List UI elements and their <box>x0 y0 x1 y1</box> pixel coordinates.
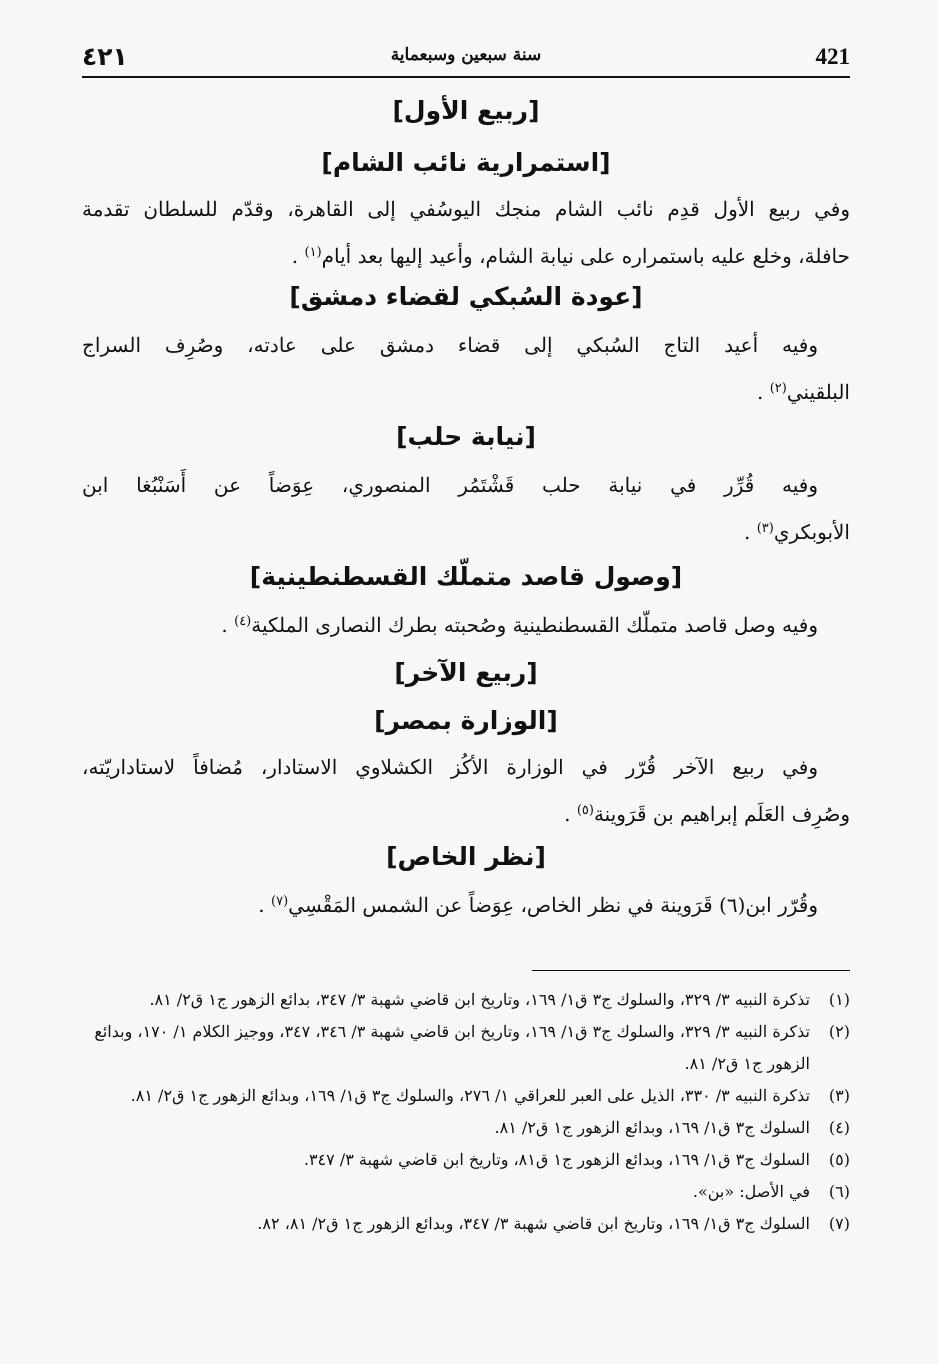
paragraph-aleppo <box>82 462 850 556</box>
paragraph-sham-deputy <box>82 186 850 280</box>
footnote-2 <box>82 1016 850 1080</box>
heading-rabi-al-awwal: [ربيع الأول] <box>392 96 540 125</box>
paragraph-line: وفي ربيع الآخر قُرّر في الوزارة الأكُز الكشلاوي الاستادار، مُضافاً لاستاداريّته، <box>82 755 818 779</box>
paragraph-line: وفي ربيع الأول قدِم نائب الشام منجك اليوسُفي إلى القاهرة، وقدّم للسلطان تقدمة <box>82 197 850 221</box>
footnote-text: تذكرة النبيه ٣/ ٣٢٩، والسلوك ج٣ ق١/ ١٦٩، وتاريخ ابن قاضي شهبة ٣/ ٣٤٧، بدائع الزهور ج١ ق٢/ ٨١. <box>149 990 810 1009</box>
paragraph-line: وفيه أعيد التاج السُبكي إلى قضاء دمشق على عادته، وصُرِف السراج <box>82 333 818 357</box>
footnote-ref[interactable]: (٣) <box>756 521 774 536</box>
footnote-text: السلوك ج٣ ق١/ ١٦٩، وتاريخ ابن قاضي شهبة ٣/ ٣٤٧، وبدائع الزهور ج١ ق٢/ ٨١، ٨٢. <box>257 1214 810 1233</box>
footnote-number: (٤) <box>828 1118 850 1137</box>
footnote-number: (٥) <box>828 1150 850 1169</box>
paragraph-line: حافلة، وخلع عليه باستمراره على نيابة الشام، وأعيد إليها بعد أيام$^{(١)}$ . <box>291 244 850 268</box>
heading-subki-damascus: [عودة السُبكي لقضاء دمشق] <box>289 282 643 311</box>
paragraph-vizierate <box>82 744 850 838</box>
heading-private-affairs: [نظر الخاص] <box>386 842 546 871</box>
paragraph-line: وفيه وصل قاصد متملّك القسطنطينية وصُحبته بطرك النصارى الملكية$^{(٤)}$ . <box>221 613 818 637</box>
header-rule <box>82 76 850 78</box>
footnote-number: (٣) <box>828 1086 850 1105</box>
footnote-ref[interactable]: (١) <box>304 245 322 260</box>
footnote-5 <box>82 1144 850 1176</box>
footnote-text: في الأصل: «بن». <box>692 1182 810 1201</box>
paragraph-line: وفيه قُرِّر في نيابة حلب قَشْتَمُر المنصوري، عِوَضاً عن أَسَنْبُغا ابن <box>82 473 818 497</box>
footnote-separator <box>532 970 850 971</box>
heading-vizierate-egypt: [الوزارة بمصر] <box>374 706 558 735</box>
footnote-ref[interactable]: (٢) <box>769 381 787 396</box>
footnote-ref[interactable]: (٤) <box>234 614 252 629</box>
footnote-ref[interactable]: (٥) <box>576 803 594 818</box>
heading-rabi-al-akhir: [ربيع الآخر] <box>394 658 538 687</box>
paragraph-constantinople <box>82 602 850 649</box>
paragraph-private-affairs <box>82 882 850 929</box>
heading-sham-deputy: [استمرارية نائب الشام] <box>321 148 611 177</box>
footnote-3 <box>82 1080 850 1112</box>
footnote-4 <box>82 1112 850 1144</box>
footnote-number: (٦) <box>828 1182 850 1201</box>
heading-constantinople: [وصول قاصد متملّك القسطنطينية] <box>249 562 683 591</box>
footnote-6 <box>82 1176 850 1208</box>
footnote-number: (٢) <box>828 1022 850 1041</box>
footnote-text: تذكرة النبيه ٣/ ٣٣٠، الذيل على العبر للعراقي ١/ ٢٧٦، والسلوك ج٣ ق١/ ١٦٩، وبدائع الزهور ج١ ق٢/ ٨١. <box>130 1086 810 1105</box>
footnote-text: السلوك ج٣ ق١/ ١٦٩، وبدائع الزهور ج١ ق٨١، وتاريخ ابن قاضي شهبة ٣/ ٣٤٧. <box>303 1150 810 1169</box>
footnotes <box>82 984 850 1240</box>
footnote-1 <box>82 984 850 1016</box>
footnote-text: تذكرة النبيه ٣/ ٣٢٩، والسلوك ج٣ ق١/ ١٦٩، وتاريخ ابن قاضي شهبة ٣/ ٣٤٦، ٣٤٧، ووجيز الكلام ١/ ١٧٠، وبدائع الزهور ج١ ق٢/ ٨١. <box>94 1022 810 1073</box>
footnote-number: (٧) <box>828 1214 850 1233</box>
paragraph-line: البلقيني$^{(٢)}$ . <box>756 380 850 404</box>
footnote-7 <box>82 1208 850 1240</box>
footnote-ref[interactable]: (٧) <box>271 894 289 909</box>
page-number-arabic: ٤٢١ <box>82 42 128 71</box>
page-number-latin: 421 <box>815 44 850 69</box>
footnote-text: السلوك ج٣ ق١/ ١٦٩، وبدائع الزهور ج١ ق٢/ ٨١. <box>494 1118 810 1137</box>
heading-aleppo: [نيابة حلب] <box>396 422 536 451</box>
paragraph-line: وقُرّر ابن(٦) قَرَوينة في نظر الخاص، عِوَضاً عن الشمس المَقْسِي$^{(٧)}$ . <box>258 893 818 917</box>
paragraph-line: الأبوبكري$^{(٣)}$ . <box>743 520 850 544</box>
paragraph-subki <box>82 322 850 416</box>
running-title: سنة سبعين وسبعماية <box>390 45 542 65</box>
footnote-number: (١) <box>828 990 850 1009</box>
running-header <box>82 42 850 72</box>
paragraph-line: وصُرِف العَلَم إبراهيم بن قَرَوينة$^{(٥)}$ . <box>564 802 850 826</box>
